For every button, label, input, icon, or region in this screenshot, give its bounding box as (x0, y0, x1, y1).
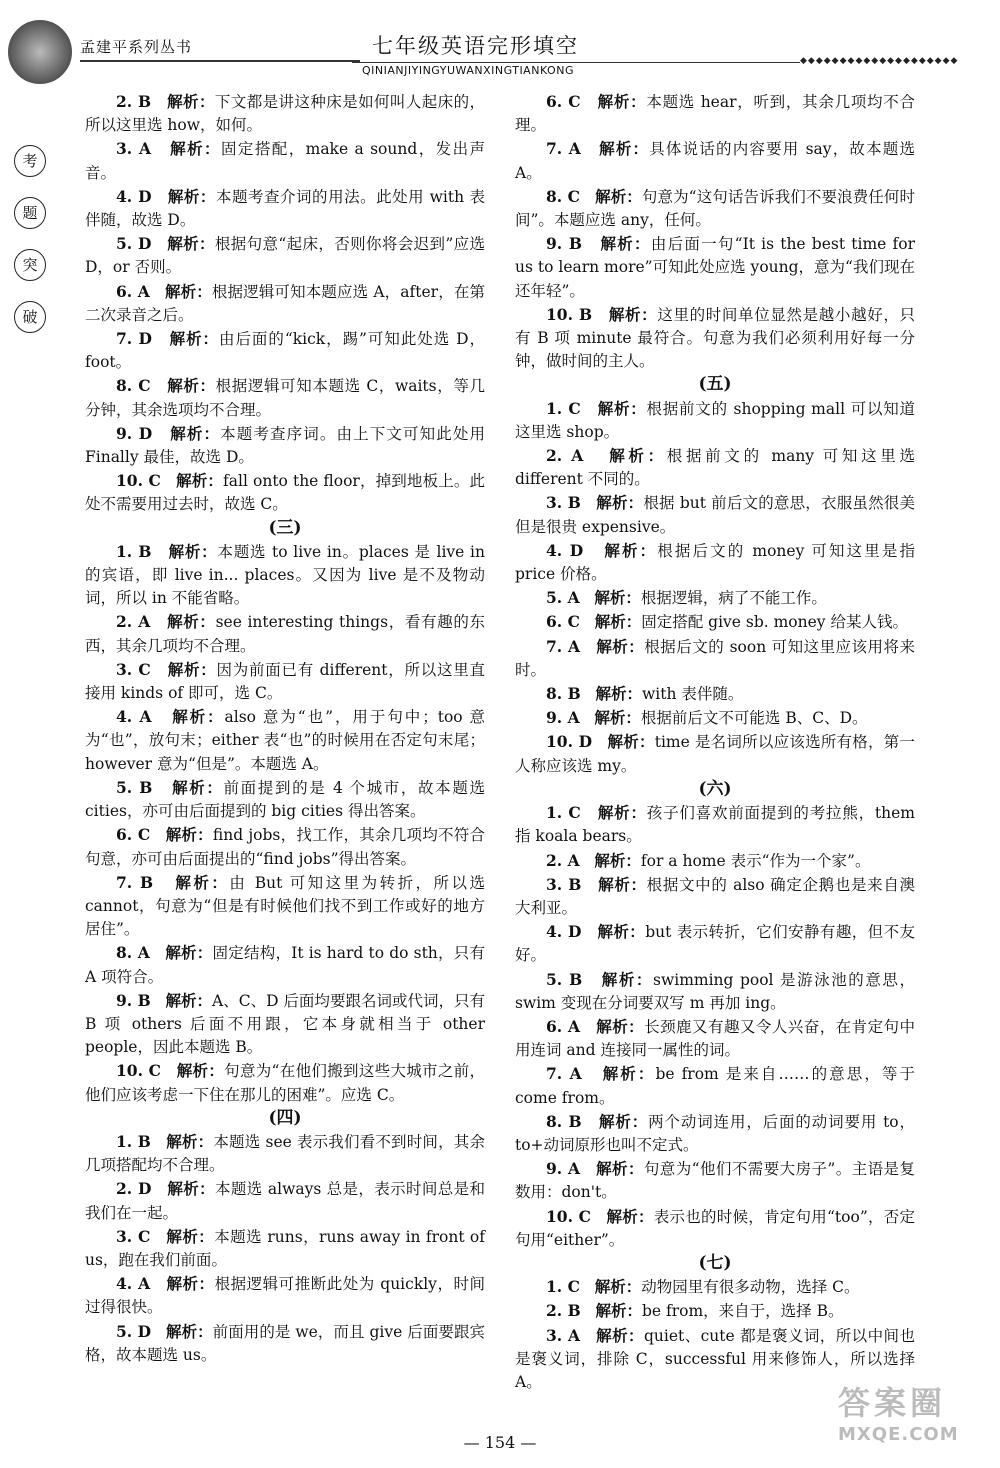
analysis-label: 解析： (595, 186, 642, 206)
analysis-label: 解析： (166, 1226, 215, 1246)
analysis-label: 解析： (165, 990, 212, 1010)
analysis-label: 解析： (604, 540, 658, 560)
analysis-label: 解析： (167, 659, 217, 679)
answer-number: 5. D (116, 234, 152, 254)
answer-number: 10. C (546, 1206, 591, 1226)
answer-entry (515, 730, 915, 777)
analysis-text: 因为前面已有 different，所以这里直接用 kinds of 即可，选 C。 (85, 660, 485, 703)
page-header (0, 0, 1000, 95)
analysis-label: 解析： (606, 1206, 654, 1226)
analysis-text: A、C、D 后面均要跟名词或代词，只有 B 项 others 后面不用跟，它本身就相当于 other people，因此本题选 B。 (85, 991, 485, 1057)
header-dots: ◆◆◆◆◆◆◆◆◆◆◆◆◆◆◆◆◆◆◆◆ (800, 56, 959, 66)
answer-entry (85, 941, 485, 988)
answer-entry (515, 1157, 915, 1204)
answer-entry (85, 1320, 485, 1367)
answer-entry (515, 586, 915, 610)
answer-number: 3. B (546, 874, 582, 894)
answer-entry (515, 137, 915, 184)
analysis-text: see interesting things，看有趣的东西，其余几项均不合理。 (85, 613, 486, 655)
analysis-text: 根据前文的 many 可知这里选 different 不同的。 (515, 447, 915, 489)
analysis-label: 解析： (596, 1159, 644, 1179)
analysis-text: 本题选 to live in。places 是 live in 的宾语，即 live in... places。又因为 live 是不及物动词，所以 in 不能省略。 (85, 542, 485, 608)
analysis-text: 固定搭配，make a sound，发出声音。 (85, 140, 486, 182)
analysis-text: 根据 but 前后文的意思，衣服虽然很美但是很贵 expensive。 (515, 494, 915, 536)
answer-entry (515, 232, 915, 303)
analysis-text: 根据前后文不可能选 B、C、D。 (640, 709, 868, 728)
section-heading: (五) (698, 374, 732, 395)
analysis-label: 解析： (172, 777, 224, 797)
answer-entry (85, 374, 485, 421)
analysis-label: 解析： (607, 732, 655, 752)
answer-number: 6. C (546, 92, 581, 111)
answer-number: 3. C (116, 659, 151, 679)
answer-entry (85, 90, 485, 137)
analysis-text: swimming pool 是游泳池的意思，swim 变现在分词要双写 m 再加 ing。 (515, 970, 916, 1012)
answer-number: 4. A (116, 707, 152, 727)
analysis-text: 表示也的时候，肯定句用“too”，否定句用“either”。 (515, 1207, 915, 1249)
analysis-text: 孩子们喜欢前面提到的考拉熊，them 指 koala bears。 (515, 804, 915, 846)
analysis-text: 根据文中的 also 确定企鹅也是来自澳大利亚。 (515, 875, 916, 917)
analysis-label: 解析： (597, 922, 646, 942)
answer-number: 2. A (116, 612, 151, 632)
answer-number: 3. B (546, 493, 581, 513)
answer-entry (515, 1275, 915, 1299)
analysis-text: 由后面一句“It is the best time for us to learn more”可知此处应选 young，意为“我们现在还年轻”。 (515, 235, 915, 300)
analysis-text: 由 But 可知这里为转折，所以选 cannot，句意为“但是有时候他们找不到工作或好的地方居住”。 (85, 873, 485, 939)
analysis-text: 句意为“在他们搬到这些大城市之前，他们应该考虑一下住在那儿的困难”。应选 C。 (85, 1062, 485, 1104)
analysis-text: 两个动词连用，后面的动词要用 to，to+动词原形也叫不定式。 (515, 1112, 916, 1154)
analysis-label: 解析： (175, 872, 230, 892)
answer-entry (85, 989, 485, 1060)
analysis-text: find jobs，找工作，其余几项均不符合句意，亦可由后面提出的“find jobs”得出答案。 (85, 826, 486, 868)
answer-entry (85, 540, 485, 611)
answer-entry (85, 137, 485, 184)
answer-entry (85, 1177, 485, 1224)
analysis-text: 本题选 see 表示我们看不到时间，其余几项搭配均不合理。 (85, 1132, 486, 1175)
section-heading: (七) (698, 1252, 732, 1273)
answer-number: 7. A (546, 139, 581, 159)
side-char: 突 (14, 249, 46, 281)
section-heading: (四) (268, 1107, 302, 1128)
analysis-label: 解析： (596, 1325, 644, 1345)
answer-number: 7. B (116, 872, 154, 892)
page-number: — 154 — (463, 1433, 537, 1452)
header-rule-right (352, 62, 800, 63)
analysis-text: 根据句意“起床，否则你将会迟到”应选 D，or 否则。 (85, 235, 485, 277)
answer-number: 5. A (546, 588, 580, 608)
answer-number: 10. B (546, 304, 593, 324)
answer-entry (85, 705, 485, 776)
answer-number: 1. B (116, 1131, 151, 1151)
section-heading: (六) (698, 778, 732, 799)
answer-number: 8. B (546, 1111, 582, 1131)
answer-number: 2. A (546, 850, 580, 870)
answer-number: 1. B (116, 541, 152, 561)
answer-number: 9. B (116, 990, 151, 1010)
answer-number: 3. C (116, 1226, 151, 1246)
answer-entry (515, 539, 915, 586)
answer-entry (515, 1205, 915, 1252)
analysis-label: 解析： (596, 493, 644, 513)
answer-number: 4. D (116, 186, 152, 206)
answer-number: 10. C (116, 471, 161, 491)
answer-number: 4. D (546, 540, 584, 560)
answer-number: 1. C (546, 803, 581, 823)
analysis-label: 解析： (608, 304, 658, 324)
answer-number: 2. B (546, 1301, 581, 1321)
answer-entry (85, 232, 485, 279)
analysis-text: 本题选 runs，runs away in front of us，跑在我们前面。 (85, 1227, 485, 1269)
answer-number: 3. A (116, 139, 152, 159)
analysis-text: but 表示转折，它们安静有趣，但不友好。 (515, 923, 915, 965)
left-column (85, 90, 485, 1367)
analysis-label: 解析： (167, 612, 216, 632)
analysis-label: 解析： (170, 423, 221, 443)
answer-number: 4. D (546, 922, 582, 942)
answer-entry (515, 682, 915, 706)
answer-entry (515, 90, 915, 137)
analysis-label: 解析： (166, 1274, 215, 1294)
analysis-text: 根据逻辑，病了不能工作。 (640, 589, 827, 608)
analysis-label: 解析： (167, 1179, 215, 1199)
analysis-label: 解析： (594, 612, 642, 632)
answer-entry (515, 491, 915, 538)
analysis-text: 根据逻辑可知本题应选 A，after，在第二次录音之后。 (85, 282, 485, 324)
analysis-text: 前面提到的是 4 个城市，故本题选 cities，亦可由后面提到的 big cities 得出答案。 (85, 778, 485, 821)
analysis-text: be from 是来自……的意思，等于 come from。 (515, 1065, 915, 1107)
analysis-text: 本题考查介词的用法。此处用 with 表伴随，故选 D。 (85, 187, 485, 230)
analysis-text: time 是名词所以应该选所有格，第一人称应该选 my。 (515, 733, 915, 775)
side-badge (14, 145, 48, 353)
analysis-label: 解析： (595, 684, 642, 704)
answer-number: 6. A (116, 281, 150, 301)
side-char: 题 (14, 197, 46, 229)
analysis-label: 解析： (609, 446, 667, 466)
answer-number: 7. D (116, 329, 152, 349)
analysis-label: 解析： (164, 281, 212, 301)
analysis-text: 这里的时间单位显然是越小越好，只有 B 项 minute 最符合。句意为我们必须利用好每一分钟，做时间的主人。 (515, 305, 916, 371)
analysis-label: 解析： (172, 707, 225, 727)
answer-entry (515, 968, 915, 1015)
answer-number: 9. D (116, 423, 153, 443)
analysis-label: 解析： (165, 943, 213, 963)
watermark-logo (838, 1378, 988, 1445)
analysis-text: for a home 表示“作为一个家”。 (640, 851, 871, 870)
analysis-text: fall onto the floor，掉到地板上。此处不需要用过去时，故选 C。 (85, 472, 486, 514)
analysis-label: 解析： (602, 1064, 656, 1084)
analysis-label: 解析： (168, 541, 218, 561)
analysis-label: 解析： (598, 1111, 649, 1131)
answer-number: 6. C (116, 825, 151, 845)
analysis-label: 解析： (167, 234, 215, 254)
analysis-label: 解析： (596, 636, 645, 656)
analysis-label: 解析： (594, 850, 641, 870)
analysis-text: 本题选 hear，听到，其余几项均不合理。 (515, 93, 916, 135)
answer-entry (515, 185, 915, 232)
answer-entry (85, 1272, 485, 1319)
analysis-label: 解析： (597, 92, 647, 111)
analysis-label: 解析： (595, 1301, 642, 1321)
analysis-label: 解析： (600, 234, 651, 254)
book-title: 七年级英语完形填空 (372, 34, 579, 58)
answer-entry (515, 801, 915, 848)
analysis-text: 动物园里有很多动物，选择 C。 (641, 1278, 860, 1297)
book-title-pinyin: QINIANJIYINGYUWANXINGTIANKONG (362, 64, 574, 77)
answer-number: 1. C (546, 398, 581, 418)
analysis-label: 解析： (167, 376, 216, 396)
answer-number: 8. A (116, 943, 150, 963)
answer-number: 8. C (546, 186, 581, 206)
right-column (515, 90, 915, 1394)
analysis-label: 解析： (166, 1131, 214, 1151)
side-char: 考 (14, 145, 46, 177)
answer-number: 4. A (116, 1274, 151, 1294)
answer-number: 2. A (546, 446, 584, 466)
analysis-label: 解析： (167, 92, 215, 111)
analysis-text: 固定搭配 give sb. money 给某人钱。 (641, 613, 908, 632)
analysis-text: 前面用的是 we，而且 give 后面要跟宾格，故本题选 us。 (85, 1322, 485, 1364)
answer-entry (515, 873, 915, 920)
analysis-label: 解析： (169, 329, 220, 349)
answer-entry (515, 706, 915, 730)
analysis-label: 解析： (597, 803, 647, 823)
analysis-text: 根据逻辑可知本题选 C，waits，等几分钟，其余选项均不合理。 (85, 377, 485, 419)
answer-number: 6. C (546, 612, 580, 632)
answer-entry (515, 1015, 915, 1062)
analysis-label: 解析： (598, 874, 647, 894)
analysis-text: 根据前文的 shopping mall 可以知道这里选 shop。 (515, 399, 915, 441)
analysis-label: 解析： (597, 398, 647, 418)
analysis-text: 本题选 always 总是，表示时间总是和我们在一起。 (85, 1180, 486, 1222)
analysis-text: 固定结构，It is hard to do sth，只有 A 项符合。 (85, 944, 485, 986)
header-rule-left (80, 60, 360, 62)
analysis-label: 解析： (601, 969, 654, 989)
analysis-label: 解析： (165, 825, 213, 845)
analysis-text: with 表伴随。 (641, 685, 744, 704)
analysis-text: be from，来自于，选择 B。 (641, 1302, 844, 1321)
answer-entry (515, 1299, 915, 1323)
analysis-text: 本题考查序词。由上下文可知此处用 Finally 最佳，故选 D。 (85, 424, 485, 467)
answer-entry (515, 635, 915, 682)
analysis-text: 句意为“这句话告诉我们不要浪费任何时间”。本题应选 any，任何。 (515, 187, 915, 230)
analysis-label: 解析： (599, 139, 650, 159)
analysis-text: also 意为“也”，用于句中；too 意为“也”，放句末；either 表“也”的时候用在否定句末尾；however 意为“但是”。本题选 A。 (85, 708, 485, 773)
answer-entry (515, 397, 915, 444)
analysis-text: 根据后文的 money 可知这里是指 price 价格。 (515, 541, 915, 584)
answer-number: 9. A (546, 708, 580, 728)
series-name: 孟建平系列丛书 (80, 38, 193, 56)
answer-number: 2. D (116, 1179, 152, 1199)
answer-number: 7. A (546, 636, 581, 656)
answer-entry (85, 1130, 485, 1177)
analysis-label: 解析： (594, 1277, 642, 1297)
answer-entry (85, 823, 485, 870)
watermark-text: 答案圈 (838, 1384, 947, 1422)
answer-entry (85, 280, 485, 327)
analysis-label: 解析： (594, 708, 641, 728)
analysis-label: 解析： (176, 471, 224, 491)
analysis-label: 解析： (170, 139, 221, 159)
answer-number: 9. B (546, 234, 582, 254)
answer-entry (85, 327, 485, 374)
answer-entry (515, 1110, 915, 1157)
answer-entry (85, 1059, 485, 1106)
series-logo-icon (8, 20, 72, 84)
answer-number: 9. A (546, 1159, 581, 1179)
watermark-url: MXQE.COM (838, 1424, 959, 1445)
answer-entry (85, 422, 485, 469)
side-char: 破 (14, 301, 46, 333)
answer-number: 10. D (546, 732, 593, 752)
answer-entry (85, 610, 485, 657)
analysis-label: 解析： (176, 1061, 225, 1081)
answer-entry (515, 444, 915, 491)
answer-number: 1. C (546, 1277, 580, 1297)
answer-number: 2. B (116, 92, 152, 111)
answer-number: 7. A (546, 1064, 582, 1084)
analysis-label: 解析： (594, 588, 641, 608)
analysis-label: 解析： (596, 1016, 645, 1036)
analysis-text: 根据逻辑可推断此处为 quickly，时间过得很快。 (85, 1275, 485, 1317)
answer-number: 10. C (116, 1061, 162, 1081)
answer-number: 5. D (116, 1321, 152, 1341)
answer-number: 5. B (546, 969, 583, 989)
analysis-text: 根据后文的 soon 可知这里应该用将来时。 (515, 637, 915, 679)
analysis-text: 长颈鹿又有趣又令人兴奋，在肯定句中用连词 and 连接同一属性的词。 (515, 1017, 916, 1060)
answer-entry (85, 776, 485, 823)
answer-entry (85, 1225, 485, 1272)
answer-entry (515, 303, 915, 374)
answer-entry (515, 920, 915, 967)
analysis-text: 句意为“他们不需要大房子”。主语是复数用：don't。 (515, 1160, 915, 1202)
analysis-text: 由后面的“kick，踢”可知此处选 D，foot。 (85, 330, 485, 372)
answer-number: 3. A (546, 1325, 581, 1345)
section-heading: (三) (268, 517, 302, 538)
answer-entry (85, 469, 485, 516)
answer-entry (85, 871, 485, 942)
analysis-label: 解析： (167, 186, 216, 206)
answer-entry (515, 849, 915, 873)
analysis-label: 解析： (166, 1321, 213, 1341)
analysis-text: 具体说话的内容要用 say，故本题选 A。 (515, 140, 915, 182)
analysis-text: quiet、cute 都是褒义词，所以中间也是褒义词，排除 C，successful 用来修饰人，所以选择 A。 (515, 1326, 915, 1391)
answer-entry (515, 610, 915, 634)
analysis-text: 下文都是讲这种床是如何叫人起床的，所以这里选 how，如何。 (85, 93, 485, 135)
answer-number: 8. C (116, 376, 151, 396)
answer-entry (85, 658, 485, 705)
answer-number: 8. B (546, 684, 581, 704)
answer-entry (85, 185, 485, 232)
answer-number: 5. B (116, 777, 153, 797)
answer-number: 6. A (546, 1016, 581, 1036)
answer-entry (515, 1062, 915, 1109)
